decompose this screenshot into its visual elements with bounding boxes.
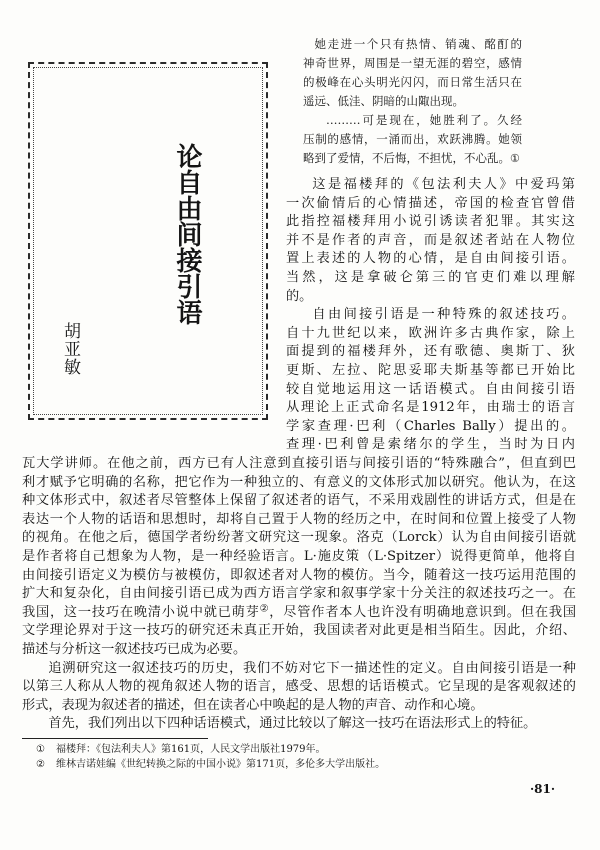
- side-column: [286, 176, 575, 455]
- paragraph-2-line: 由间接引语定义为模仿与被模仿，即叙述者对人物的模仿。当今，随着这一技巧运用范围的: [22, 567, 576, 583]
- footnote-1: [36, 742, 556, 757]
- epigraph-line: 遥远、低洼、阴暗的山陬出现。: [303, 94, 464, 108]
- paragraph-2-line: 利才赋予它明确的名称，把它作为一种独立的、有意义的文体形式加以研究。他认为，在这: [22, 474, 576, 490]
- paragraph-2-line: 扩大和复杂化，自由间接引语已成为西方语言学家和叙事学家十分关注的叙述技巧之一。在: [22, 586, 576, 602]
- footnote-text: 维林吉诺娃编《世纪转换之际的中国小说》第171页，多伦多大学出版社。: [56, 759, 386, 770]
- paragraph-3-line: 以第三人称从人物的视角叙述人物的语言，感受、思想的话语模式。它呈现的是客观叙述的: [22, 679, 576, 695]
- epigraph-line: 的极峰在心头明光闪闪，而日常生活只在: [303, 75, 522, 89]
- paragraph-2-line: 种文体形式中，叙述者尽管整体上保留了叙述者的语气，不采用戏剧性的讲话方式，但是在: [22, 493, 576, 509]
- article-title: 论自由间接引语: [172, 143, 202, 325]
- paragraph-2-line: 查理·巴利曾是索绪尔的学生，当时为日内: [286, 437, 575, 453]
- paragraph-1-line: 置上表述的人物的心情，是自由间接引语。: [286, 251, 575, 267]
- paragraph-3-line: 形式，表现为叙述者的描述，但在读者心中唤起的是人物的声音、动作和心境。: [22, 697, 484, 713]
- paragraph-2-line: 从理论上正式命名是1912年，由瑞士的语言: [286, 400, 575, 416]
- paragraph-1-line: 并不是作者的声音，而是叙述者站在人物位: [286, 232, 575, 248]
- paragraph-2-line: 是作者将自己想象为人物，是一种经验语言。L·施皮策（L·Spitzer）说得更简单，他将自: [22, 548, 576, 564]
- paragraph-2-line: 更斯、左拉、陀思妥耶夫斯基等都已开始比: [286, 362, 575, 378]
- paragraph-2-line: 瓦大学讲师。在他之前，西方已有人注意到直接引语与间接引语的“特殊融合”，但直到巴: [22, 456, 576, 471]
- footnote-text: 福楼拜：《包法利夫人》第161页，人民文学出版社1979年。: [56, 744, 326, 755]
- paragraph-2-line: 自由间接引语是一种特殊的叙述技巧。: [312, 307, 575, 323]
- paragraph-1-line: 这是福楼拜的《包法利夫人》中爱玛第: [312, 177, 575, 192]
- footnote-ref-2: ②: [259, 603, 270, 615]
- epigraph-line: 神奇世界，周围是一望无涯的碧空，感情: [303, 56, 522, 70]
- footnote-ref-1: ①: [510, 152, 520, 165]
- page-number: ·81·: [530, 782, 556, 796]
- paragraph-1-line: 此指控福楼拜用小说引诱读者犯罪。其实这: [286, 214, 575, 230]
- paragraph-2-line: 学家查理·巴利（Charles Bally）提出的。: [286, 418, 575, 434]
- paragraph-2-line: 描述与分析这一叙述技巧已成为必要。: [22, 641, 247, 657]
- paragraph-2-line: 表达一个人物的话语和思想时，却将自己置于人物的经历之中，在时间和位置上接受了人物: [22, 511, 576, 527]
- paragraph-3-line: 追溯研究这一叙述技巧的历史，我们不妨对它下一描述性的定义。自由间接引语是一种: [48, 660, 576, 676]
- footnote-mark: ②: [36, 759, 45, 770]
- epigraph-line-text: 略到了爱情，不后悔，不担忧，不心乱。: [303, 151, 510, 165]
- epigraph-quote: [303, 35, 522, 168]
- footnotes: [36, 742, 556, 772]
- article-author: 胡亚敏: [60, 322, 80, 376]
- paragraph-2-line: 较自觉地运用这一话语模式。自由间接引语: [286, 381, 575, 397]
- paragraph-1-line: 当然，这是拿破仑第三的官吏们难以理解: [286, 269, 575, 285]
- paragraph-1-line: 的。: [286, 288, 313, 304]
- paragraph-1-line: 一次偷情后的心情描述，帝国的检查官曾借: [286, 195, 575, 211]
- full-width-column: [22, 455, 576, 734]
- paragraph-2-line: 自十九世纪以来，欧洲许多古典作家，除上: [286, 325, 575, 341]
- paragraph-2-line: 面提到的福楼拜外，还有歌德、奥斯丁、狄: [286, 344, 575, 360]
- epigraph-line: 压制的感情，一涌而出，欢跃沸腾。她领: [303, 132, 522, 146]
- line-text-after-ref: ，尽管作者本人也许没有明确地意识到。但在我国: [269, 604, 576, 620]
- epigraph-line: 她走进一个只有热情、销魂、酩酊的: [314, 37, 522, 51]
- footnote-separator: [22, 738, 208, 739]
- paragraph-2-line-with-ref: [22, 604, 576, 623]
- footnote-2: [36, 757, 556, 772]
- epigraph-line: ………可是现在，她胜利了。久经: [326, 113, 522, 127]
- paragraph-4-line: 首先，我们列出以下四种话语模式，通过比较以了解这一技巧在语法形式上的特征。: [48, 716, 537, 732]
- paragraph-2-line: 的视角。在他之后，德国学者纷纷著文研究这一现象。洛克（Lorck）认为自由间接引语就: [22, 530, 576, 546]
- line-text-before-ref: 我国，这一技巧在晚清小说中就已萌芽: [22, 604, 260, 620]
- epigraph-line-last: [303, 149, 522, 168]
- footnote-mark: ①: [36, 744, 45, 755]
- paragraph-2-line: 文学理论界对于这一技巧的研究还未真正开始，我国读者对此更是相当陌生。因此，介绍、: [22, 623, 576, 639]
